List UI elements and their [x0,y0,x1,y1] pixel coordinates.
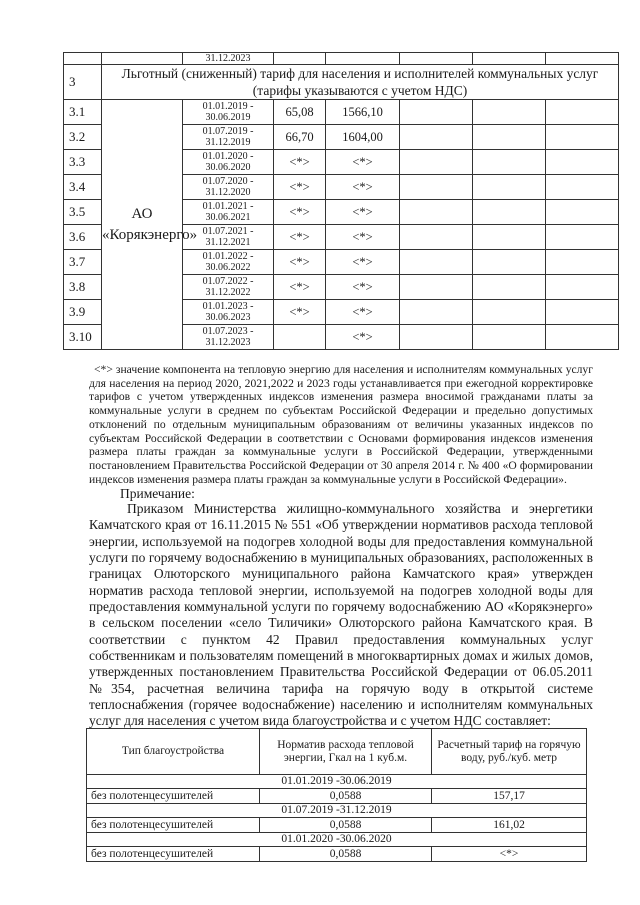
table-header-row [87,729,587,775]
row-number: 3.1 [64,100,102,125]
value-cell: <*> [274,225,326,250]
period-cell: 01.07.2020 - 31.12.2020 [183,175,274,200]
value-cell: <*> [326,250,400,275]
table-row [87,789,587,804]
value-cell: <*> [326,225,400,250]
value-cell: <*> [326,200,400,225]
row-number: 3.10 [64,325,102,350]
value-cell: 1604,00 [326,125,400,150]
footnote-text: <*> значение компонента на тепловую энергию для населения и исполнителям коммунальных услуг для населения на период 2020, 2021,2022 и 2023 годы устанавливается при ежегодной корректировке тарифов с учетом утвержденных индексов изменения размера вносимой гражданами платы за коммунальные услуги в среднем по субъектам Российской Федерации и предельно допустимых отклонений по отдельным муниципальным образованиям от величины указанных индексов по субъектам Российской Федерации в соответствии с Основами формирования индексов изменения размера платы граждан за коммунальные услуги в Российской Федерации, утвержденными постановлением Правительства Российской Федерации от 30 апреля 2014 г. № 400 «О формировании индексов изменения размера платы граждан за коммунальные услуги в Российской Федерации». [89,363,593,486]
value-cell: <*> [326,150,400,175]
period-row [87,775,587,789]
value-cell: <*> [274,200,326,225]
body-paragraph: Приказом Министерства жилищно-коммунального хозяйства и энергетики Камчатского края от 16.11.2015 № 551 «Об утверждении нормативов расхода тепловой энергии, используемой на подогрев холодной воды для предоставления коммунальной услуги по горячему водоснабжению в муниципальных образованиях, расположенных в границах Олюторского муниципального района Камчатского края» утвержден норматив расхода тепловой энергии, используемой на подогрев холодной воды для предоставления коммунальной услуги по горячему водоснабжению АО «Корякэнерго» в сельском поселении «село Тиличики» Олюторского района Камчатского края. В соответствии с пунктом 42 Правил предоставления коммунальных услуг собственникам и пользователям помещений в многоквартирных домах и жилых домов, утвержденных постановлением Правительства Российской Федерации от 06.05.2011 №354, расчетная величина тарифа на горячую воду в открытой системе теплоснабжения (горячее водоснабжение) населению и исполнителям коммунальных услуг для населения с учетом вида благоустройства и с учетом НДС составляет: [89,501,593,729]
period-cell: 01.01.2023 - 30.06.2023 [183,300,274,325]
tariff-cell: 161,02 [432,818,587,833]
period-cell: 01.07.2022 - 31.12.2022 [183,275,274,300]
value-cell: <*> [274,150,326,175]
norm-cell: 0,0588 [260,818,432,833]
table-row [87,818,587,833]
row-number: 3.2 [64,125,102,150]
table-row [87,847,587,862]
type-cell: без полотенцесушителей [87,789,260,804]
value-cell: <*> [326,300,400,325]
value-cell: <*> [326,275,400,300]
table-row [64,65,619,100]
period-cell: 01.01.2020 -30.06.2020 [87,833,587,847]
period-cell: 01.01.2020 - 30.06.2020 [183,150,274,175]
period-cell: 01.01.2019 - 30.06.2019 [183,100,274,125]
row-number: 3.9 [64,300,102,325]
row-number: 3.6 [64,225,102,250]
tariff-cell: <*> [432,847,587,862]
norm-cell: 0,0588 [260,789,432,804]
note-label: Примечание: [120,486,195,501]
value-cell: <*> [274,250,326,275]
period-cell: 01.01.2019 -30.06.2019 [87,775,587,789]
column-header: Тип благоустройства [87,729,260,775]
period-row [87,804,587,818]
table-row [64,53,619,65]
period-cell: 31.12.2023 [183,53,274,65]
value-cell: 1566,10 [326,100,400,125]
period-cell: 01.01.2022 - 30.06.2022 [183,250,274,275]
section-heading: Льготный (сниженный) тариф для населения и исполнителей коммунальных услуг (тарифы указываются с учетом НДС) [102,65,619,100]
value-cell: <*> [274,300,326,325]
row-number: 3.4 [64,175,102,200]
period-cell: 01.01.2021 - 30.06.2021 [183,200,274,225]
tariff-cell: 157,17 [432,789,587,804]
row-number: 3.8 [64,275,102,300]
row-number: 3.7 [64,250,102,275]
period-cell: 01.07.2019 -31.12.2019 [87,804,587,818]
value-cell: 65,08 [274,100,326,125]
value-cell: <*> [274,275,326,300]
value-cell: 66,70 [274,125,326,150]
tariff-table [63,52,619,350]
type-cell: без полотенцесушителей [87,818,260,833]
column-header: Норматив расхода тепловой энергии, Гкал на 1 куб.м. [260,729,432,775]
column-header: Расчетный тариф на горячую воду, руб./куб. метр [432,729,587,775]
type-cell: без полотенцесушителей [87,847,260,862]
value-cell: <*> [274,175,326,200]
period-row [87,833,587,847]
row-number: 3.3 [64,150,102,175]
row-number: 3.5 [64,200,102,225]
norm-cell: 0,0588 [260,847,432,862]
value-cell [274,325,326,350]
hot-water-tariff-table [86,728,587,862]
table-row [64,100,619,125]
row-number: 3 [64,65,102,100]
period-cell: 01.07.2019 - 31.12.2019 [183,125,274,150]
organization-cell: АО «Корякэнерго» [102,100,183,350]
value-cell: <*> [326,175,400,200]
period-cell: 01.07.2021 - 31.12.2021 [183,225,274,250]
period-cell: 01.07.2023 - 31.12.2023 [183,325,274,350]
value-cell: <*> [326,325,400,350]
